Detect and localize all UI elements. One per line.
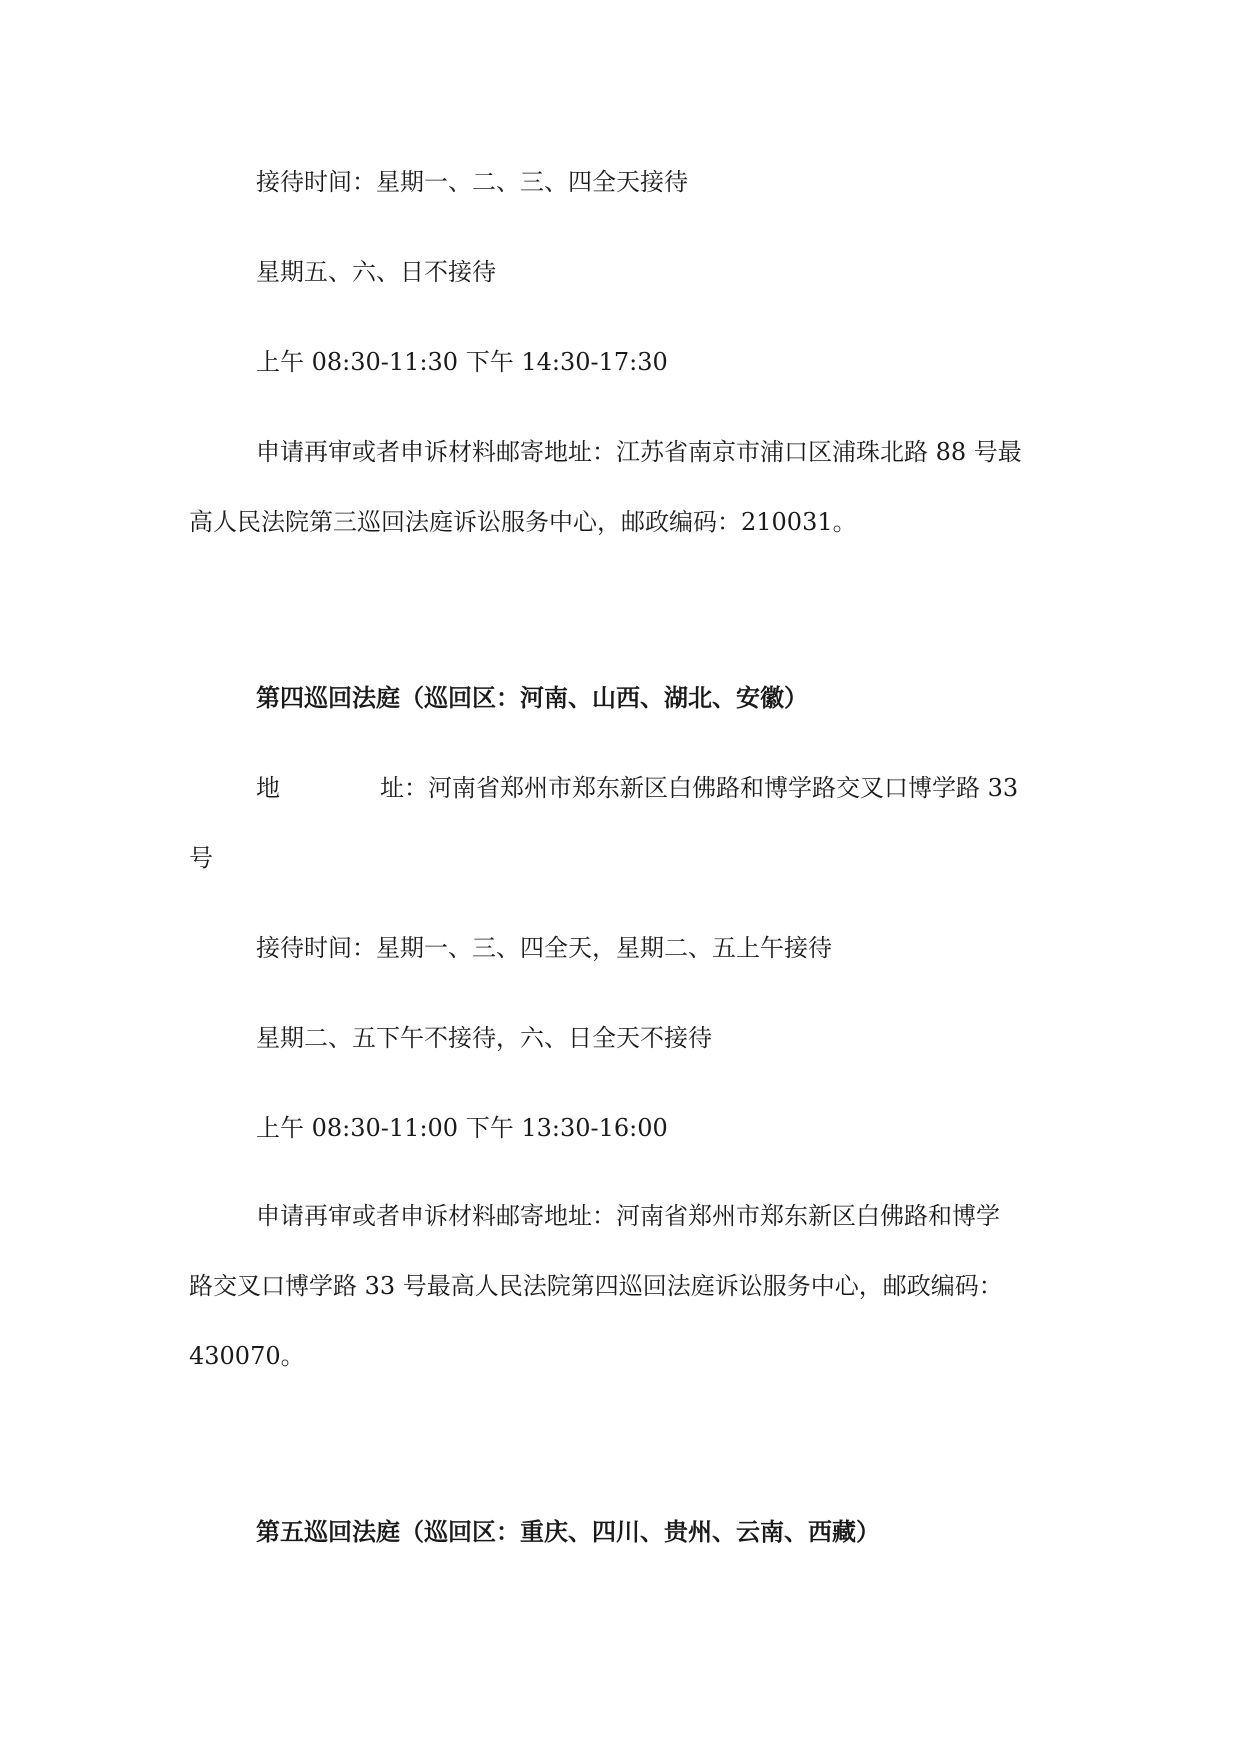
s3-reception-days: 接待时间：星期一、二、三、四全天接待: [256, 168, 688, 196]
s4-mail-line-1: 申请再审或者申诉材料邮寄地址：河南省郑州市郑东新区白佛路和博学: [256, 1202, 1000, 1230]
s4-address-line-2: 号: [189, 844, 213, 872]
s4-closed-days: 星期二、五下午不接待，六、日全天不接待: [256, 1024, 712, 1052]
s5-heading: 第五巡回法庭（巡回区：重庆、四川、贵州、云南、西藏）: [256, 1517, 880, 1546]
s4-mail-line-3: 430070。: [189, 1342, 305, 1370]
s4-address-label-b: 址：河南省郑州市郑东新区白佛路和博学路交叉口博学路 33: [380, 774, 1019, 802]
s4-reception-days: 接待时间：星期一、三、四全天，星期二、五上午接待: [256, 934, 832, 962]
s4-heading: 第四巡回法庭（巡回区：河南、山西、湖北、安徽）: [256, 683, 808, 712]
s3-hours: 上午 08:30-11:30 下午 14:30-17:30: [256, 348, 668, 376]
s4-hours: 上午 08:30-11:00 下午 13:30-16:00: [256, 1114, 668, 1142]
s4-address-line-1: [256, 772, 1018, 804]
s3-mail-line-1: 申请再审或者申诉材料邮寄地址：江苏省南京市浦口区浦珠北路 88 号最: [256, 438, 1022, 466]
s3-mail-line-2: 高人民法院第三巡回法庭诉讼服务中心，邮政编码：210031。: [189, 508, 857, 536]
s4-address-label-a: 地: [256, 774, 280, 802]
s4-mail-line-2: 路交叉口博学路 33 号最高人民法院第四巡回法庭诉讼服务中心，邮政编码：: [189, 1272, 1003, 1300]
s3-closed-days: 星期五、六、日不接待: [256, 258, 496, 286]
